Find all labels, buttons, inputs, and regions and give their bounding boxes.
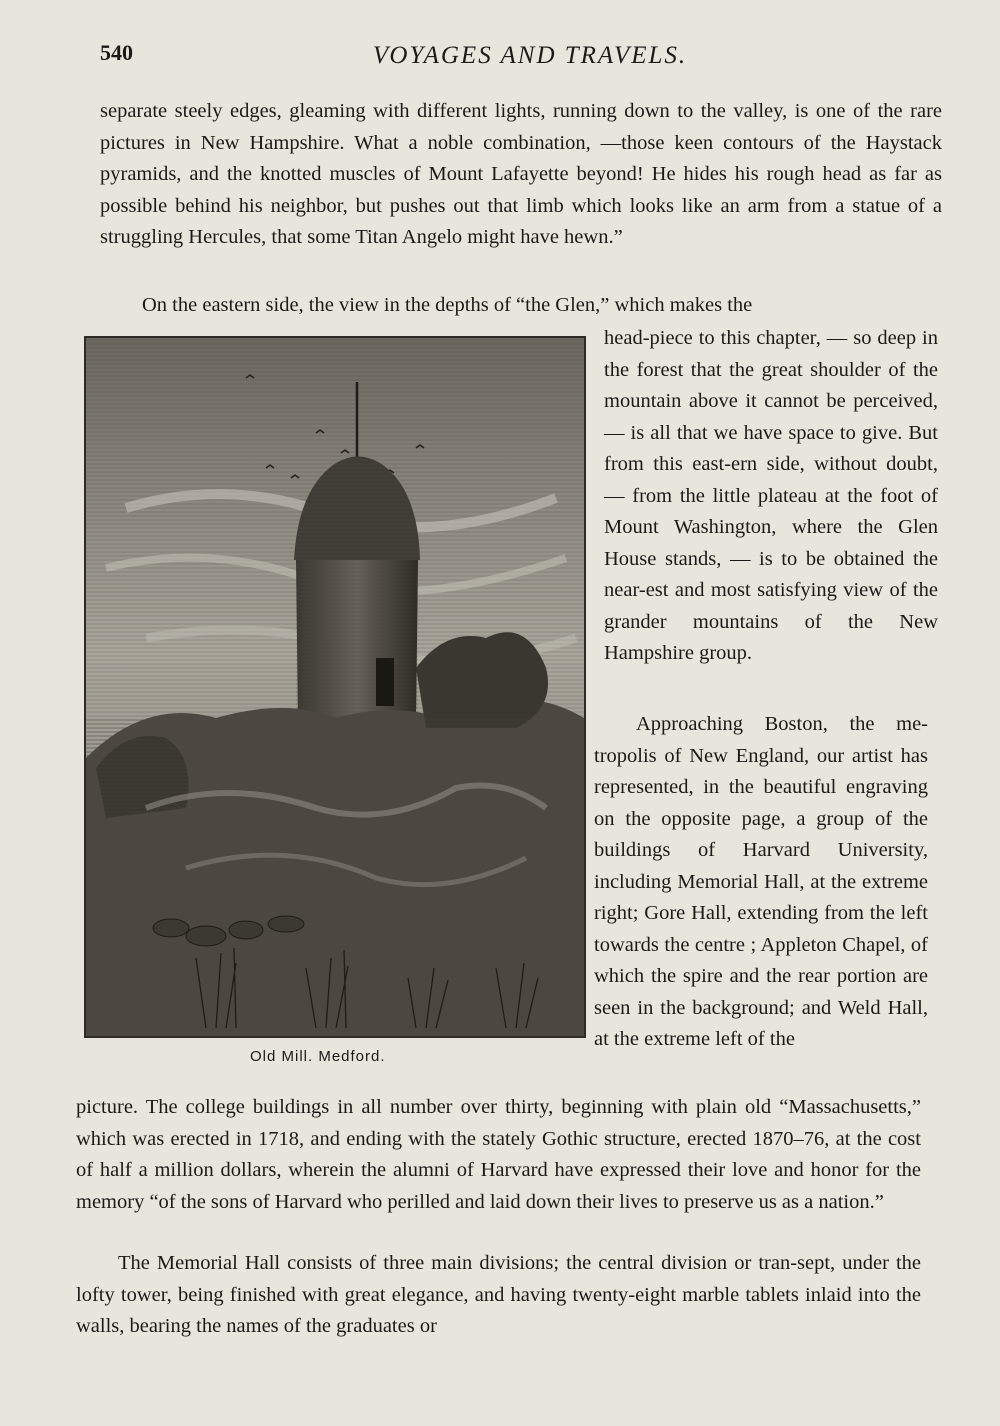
page-number: 540 — [100, 40, 133, 65]
paragraph-2-side-column: head-piece to this chapter, — so deep in the forest that the great shoulder of the mountain above it cannot be perceived, — is all that we have space to give. But from this east-ern side, without doubt, — from the little plateau at the foot of Mount Washington, where the Glen House stands, — is to be obtained the near-est and most satisfying view of the grander mountains of the New Hampshire group. — [604, 327, 938, 664]
paragraph-2-opening: On the eastern side, the view in the depths of “the Glen,” which makes the — [142, 294, 753, 316]
paragraph-3-side-column: Approaching Boston, the me-tropolis of New England, our artist has represented, in the beautiful engraving on the opposite page, a group of the buildings of Harvard University, including Memorial Hall, at the extreme right; Gore Hall, extending from the left towards the centre ; Appleton Chapel, of which the spire and the rear portion are seen in the background; and Weld Hall, at the extreme left of the — [594, 713, 928, 1050]
paragraph-1: separate steely edges, gleaming with different lights, running down to the valley, is one of the rare pictures in New Hampshire. What a noble combination, —those keen contours of the Haystack pyramids, and the knotted muscles of Mount Lafayette beyond! He hides his rough head as far as possible behind his neighbor, but pushes out that limb which looks like an arm from a statue of a struggling Hercules, that some Titan Angelo might have hewn.” — [100, 100, 942, 248]
paragraph-3-continuation: picture. The college buildings in all number over thirty, beginning with plain old “Massachusetts,” which was erected in 1718, and ending with the stately Gothic structure, erected 1870–76, at the cost of half a million dollars, wherein the alumni of Harvard have expressed their love and honor for the memory “of the sons of Harvard who perilled and laid down their lives to preserve us as a nation.” — [76, 1096, 921, 1213]
paragraph-4: The Memorial Hall consists of three main divisions; the central division or tran-sept, under the lofty tower, being finished with great elegance, and having twenty-eight marble tablets inlaid into the walls, bearing the names of the graduates or — [76, 1252, 921, 1337]
running-title: VOYAGES AND TRAVELS. — [372, 42, 688, 69]
engraving-old-mill — [84, 336, 586, 1038]
figure-caption: Old Mill. Medford. — [250, 1048, 386, 1065]
mill-doorway — [376, 658, 394, 706]
old-mill-illustration — [86, 338, 584, 1036]
